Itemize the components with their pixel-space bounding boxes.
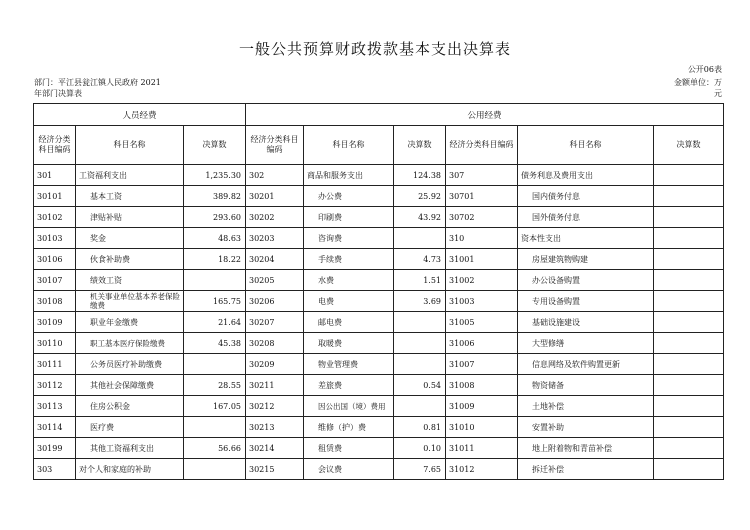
cell-n1: 机关事业单位基本养老保险缴费 bbox=[76, 291, 184, 312]
cell-n2: 办公费 bbox=[304, 186, 394, 207]
cell-n3: 地上附着物和青苗补偿 bbox=[518, 438, 654, 459]
cell-n1: 伙食补助费 bbox=[76, 249, 184, 270]
page-title: 一般公共预算财政拨款基本支出决算表 bbox=[238, 40, 511, 58]
cell-a2 bbox=[394, 396, 446, 417]
cell-c3: 31009 bbox=[446, 396, 518, 417]
table-row bbox=[34, 312, 724, 333]
cell-a1: 165.75 bbox=[184, 291, 246, 312]
cell-c2: 30203 bbox=[246, 228, 304, 249]
cell-a3 bbox=[654, 459, 724, 480]
cell-n3: 基础设施建设 bbox=[518, 312, 654, 333]
col-code-header: 经济分类科目编码 bbox=[446, 126, 518, 165]
cell-n3: 资本性支出 bbox=[518, 228, 654, 249]
cell-n3: 拆迁补偿 bbox=[518, 459, 654, 480]
cell-c1: 30102 bbox=[34, 207, 76, 228]
table-row bbox=[34, 207, 724, 228]
cell-n1: 工资福利支出 bbox=[76, 165, 184, 186]
cell-n3: 债务利息及费用支出 bbox=[518, 165, 654, 186]
department-line-1: 部门：平江县瓮江镇人民政府 2021 bbox=[34, 78, 161, 87]
cell-c2: 30201 bbox=[246, 186, 304, 207]
expenditure-table bbox=[33, 103, 724, 480]
cell-a2: 43.92 bbox=[394, 207, 446, 228]
department-label bbox=[34, 77, 161, 99]
cell-c3: 31011 bbox=[446, 438, 518, 459]
cell-n3: 国外债务付息 bbox=[518, 207, 654, 228]
cell-c1: 30110 bbox=[34, 333, 76, 354]
cell-c1: 30108 bbox=[34, 291, 76, 312]
cell-n3: 国内债务付息 bbox=[518, 186, 654, 207]
cell-a2: 25.92 bbox=[394, 186, 446, 207]
cell-a2: 124.38 bbox=[394, 165, 446, 186]
cell-c1: 303 bbox=[34, 459, 76, 480]
cell-c1: 30107 bbox=[34, 270, 76, 291]
table-row bbox=[34, 354, 724, 375]
department-line-2: 年部门决算表 bbox=[34, 89, 82, 98]
unit-line-1: 金额单位：万 bbox=[674, 78, 722, 87]
col-name-header: 科目名称 bbox=[304, 126, 394, 165]
cell-c3: 310 bbox=[446, 228, 518, 249]
cell-c2: 30206 bbox=[246, 291, 304, 312]
cell-n2: 因公出国（境）费用 bbox=[304, 396, 394, 417]
cell-c3: 31001 bbox=[446, 249, 518, 270]
cell-c3: 30702 bbox=[446, 207, 518, 228]
cell-a3 bbox=[654, 312, 724, 333]
cell-a1: 1,235.30 bbox=[184, 165, 246, 186]
cell-a3 bbox=[654, 354, 724, 375]
cell-a3 bbox=[654, 333, 724, 354]
cell-n1: 其他社会保障缴费 bbox=[76, 375, 184, 396]
cell-n2: 手续费 bbox=[304, 249, 394, 270]
table-row bbox=[34, 186, 724, 207]
cell-c1: 30113 bbox=[34, 396, 76, 417]
cell-n2: 取暖费 bbox=[304, 333, 394, 354]
cell-c1: 30103 bbox=[34, 228, 76, 249]
unit-label bbox=[674, 77, 722, 99]
cell-a2: 0.10 bbox=[394, 438, 446, 459]
cell-a2: 1.51 bbox=[394, 270, 446, 291]
cell-c2: 30207 bbox=[246, 312, 304, 333]
form-number: 公开06表 bbox=[687, 65, 722, 74]
cell-n2: 租赁费 bbox=[304, 438, 394, 459]
cell-n2: 维修（护）费 bbox=[304, 417, 394, 438]
cell-a3 bbox=[654, 249, 724, 270]
cell-n1: 对个人和家庭的补助 bbox=[76, 459, 184, 480]
public-header: 公用经费 bbox=[246, 104, 724, 126]
cell-c2: 30202 bbox=[246, 207, 304, 228]
cell-a2 bbox=[394, 228, 446, 249]
cell-a1: 28.55 bbox=[184, 375, 246, 396]
cell-n3: 物资储备 bbox=[518, 375, 654, 396]
cell-c3: 31005 bbox=[446, 312, 518, 333]
cell-a3 bbox=[654, 270, 724, 291]
cell-a1: 45.38 bbox=[184, 333, 246, 354]
cell-a3 bbox=[654, 375, 724, 396]
cell-a1: 167.05 bbox=[184, 396, 246, 417]
col-code-header: 经济分类科目编码 bbox=[34, 126, 76, 165]
cell-n1: 绩效工资 bbox=[76, 270, 184, 291]
table-row bbox=[34, 438, 724, 459]
cell-a1: 56.66 bbox=[184, 438, 246, 459]
cell-n2: 会议费 bbox=[304, 459, 394, 480]
cell-c1: 301 bbox=[34, 165, 76, 186]
cell-c1: 30114 bbox=[34, 417, 76, 438]
cell-n3: 安置补助 bbox=[518, 417, 654, 438]
cell-n1: 住房公积金 bbox=[76, 396, 184, 417]
table-row bbox=[34, 291, 724, 312]
table-row bbox=[34, 333, 724, 354]
cell-c3: 31010 bbox=[446, 417, 518, 438]
cell-a2 bbox=[394, 312, 446, 333]
cell-a1 bbox=[184, 459, 246, 480]
cell-c3: 31008 bbox=[446, 375, 518, 396]
col-code-header: 经济分类科目编码 bbox=[246, 126, 304, 165]
unit-line-2: 元 bbox=[714, 89, 722, 98]
cell-n2: 电费 bbox=[304, 291, 394, 312]
table-row bbox=[34, 249, 724, 270]
table-row bbox=[34, 375, 724, 396]
cell-n2: 邮电费 bbox=[304, 312, 394, 333]
cell-a1: 293.60 bbox=[184, 207, 246, 228]
cell-a1 bbox=[184, 417, 246, 438]
col-name-header: 科目名称 bbox=[518, 126, 654, 165]
cell-a2: 4.73 bbox=[394, 249, 446, 270]
cell-a3 bbox=[654, 417, 724, 438]
col-amount-header: 决算数 bbox=[654, 126, 724, 165]
personnel-header: 人员经费 bbox=[34, 104, 246, 126]
cell-c3: 31007 bbox=[446, 354, 518, 375]
cell-c1: 30112 bbox=[34, 375, 76, 396]
cell-n1: 医疗费 bbox=[76, 417, 184, 438]
cell-n1: 职业年金缴费 bbox=[76, 312, 184, 333]
cell-a1 bbox=[184, 270, 246, 291]
cell-n3: 土地补偿 bbox=[518, 396, 654, 417]
cell-n2: 物业管理费 bbox=[304, 354, 394, 375]
cell-a3 bbox=[654, 396, 724, 417]
cell-c1: 30109 bbox=[34, 312, 76, 333]
cell-a1: 18.22 bbox=[184, 249, 246, 270]
table-row bbox=[34, 270, 724, 291]
cell-n1: 职工基本医疗保险缴费 bbox=[76, 333, 184, 354]
cell-n1: 其他工资福利支出 bbox=[76, 438, 184, 459]
cell-c2: 30215 bbox=[246, 459, 304, 480]
cell-a3 bbox=[654, 228, 724, 249]
cell-n3: 房屋建筑物购建 bbox=[518, 249, 654, 270]
cell-n2: 水费 bbox=[304, 270, 394, 291]
cell-a1: 389.82 bbox=[184, 186, 246, 207]
cell-c3: 31012 bbox=[446, 459, 518, 480]
cell-n1: 公务员医疗补助缴费 bbox=[76, 354, 184, 375]
cell-c1: 30111 bbox=[34, 354, 76, 375]
cell-a2: 7.65 bbox=[394, 459, 446, 480]
cell-c3: 30701 bbox=[446, 186, 518, 207]
cell-c2: 30214 bbox=[246, 438, 304, 459]
cell-c3: 31002 bbox=[446, 270, 518, 291]
cell-n2: 咨询费 bbox=[304, 228, 394, 249]
cell-a1: 21.64 bbox=[184, 312, 246, 333]
cell-c3: 307 bbox=[446, 165, 518, 186]
cell-n2: 差旅费 bbox=[304, 375, 394, 396]
table-row bbox=[34, 417, 724, 438]
col-amount-header: 决算数 bbox=[394, 126, 446, 165]
cell-a3 bbox=[654, 291, 724, 312]
cell-a2 bbox=[394, 333, 446, 354]
cell-c3: 31006 bbox=[446, 333, 518, 354]
cell-a3 bbox=[654, 165, 724, 186]
table-row bbox=[34, 165, 724, 186]
cell-c2: 30209 bbox=[246, 354, 304, 375]
cell-c1: 30101 bbox=[34, 186, 76, 207]
cell-n1: 津贴补贴 bbox=[76, 207, 184, 228]
table-row bbox=[34, 228, 724, 249]
table-row bbox=[34, 396, 724, 417]
cell-n3: 办公设备购置 bbox=[518, 270, 654, 291]
cell-a2: 0.54 bbox=[394, 375, 446, 396]
col-amount-header: 决算数 bbox=[184, 126, 246, 165]
cell-n3: 信息网络及软件购置更新 bbox=[518, 354, 654, 375]
cell-c2: 302 bbox=[246, 165, 304, 186]
cell-a3 bbox=[654, 438, 724, 459]
cell-c2: 30213 bbox=[246, 417, 304, 438]
cell-a2: 3.69 bbox=[394, 291, 446, 312]
cell-c2: 30211 bbox=[246, 375, 304, 396]
cell-a3 bbox=[654, 207, 724, 228]
cell-c1: 30199 bbox=[34, 438, 76, 459]
cell-a3 bbox=[654, 186, 724, 207]
cell-n2: 商品和服务支出 bbox=[304, 165, 394, 186]
cell-c2: 30212 bbox=[246, 396, 304, 417]
col-name-header: 科目名称 bbox=[76, 126, 184, 165]
cell-n1: 奖金 bbox=[76, 228, 184, 249]
cell-c2: 30205 bbox=[246, 270, 304, 291]
cell-a2: 0.81 bbox=[394, 417, 446, 438]
table-row bbox=[34, 459, 724, 480]
cell-a1: 48.63 bbox=[184, 228, 246, 249]
cell-n1: 基本工资 bbox=[76, 186, 184, 207]
cell-c3: 31003 bbox=[446, 291, 518, 312]
cell-c2: 30208 bbox=[246, 333, 304, 354]
cell-a2 bbox=[394, 354, 446, 375]
cell-a1 bbox=[184, 354, 246, 375]
cell-n3: 专用设备购置 bbox=[518, 291, 654, 312]
cell-c1: 30106 bbox=[34, 249, 76, 270]
cell-c2: 30204 bbox=[246, 249, 304, 270]
cell-n2: 印刷费 bbox=[304, 207, 394, 228]
cell-n3: 大型修缮 bbox=[518, 333, 654, 354]
